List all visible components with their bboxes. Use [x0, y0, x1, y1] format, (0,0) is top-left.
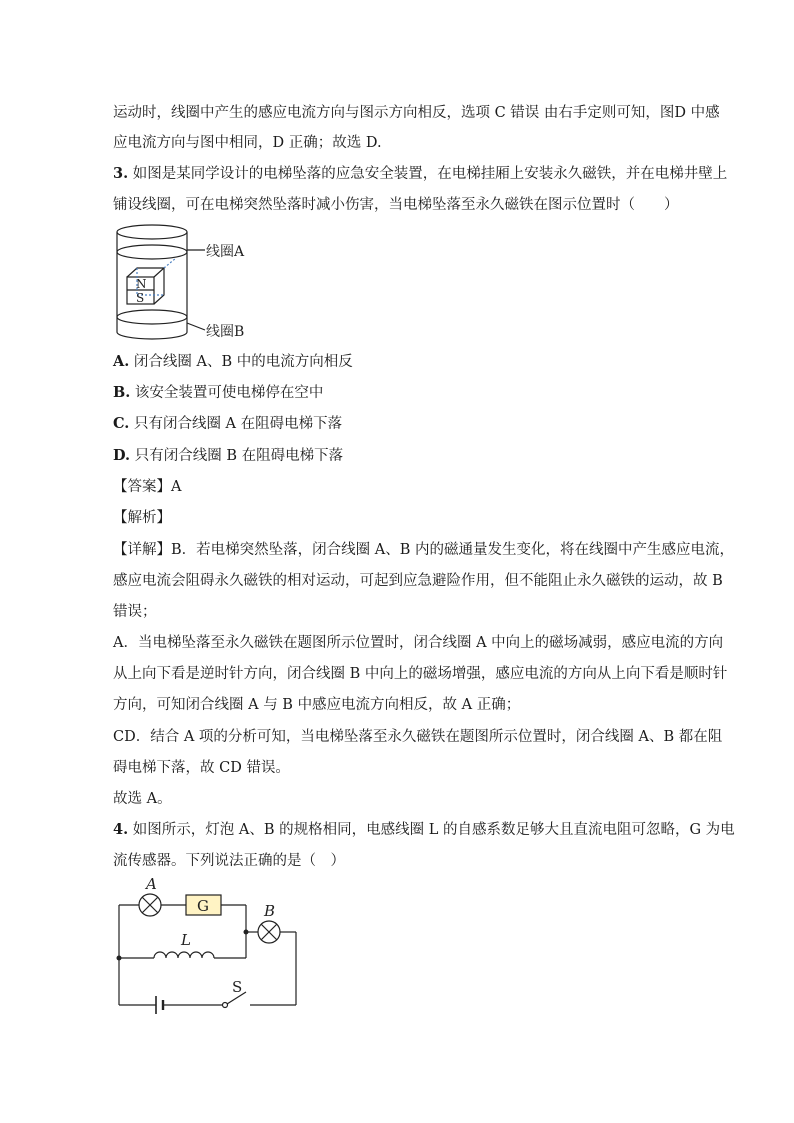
sensor-g-label: G	[197, 897, 209, 915]
option-c	[113, 414, 342, 434]
switch-label: S	[232, 978, 243, 996]
option-a	[113, 352, 353, 372]
coil-a-label: 线圈A	[206, 244, 245, 260]
option-b-key: B.	[113, 384, 131, 401]
detail-line-7: CD．结合 A 项的分析可知，当电梯坠落至永久磁铁在题图所示位置时，闭合线圈 A、B 都在阻	[113, 729, 723, 745]
detail-line-4: A．当电梯坠落至永久磁铁在题图所示位置时，闭合线圈 A 中向上的磁场减弱，感应电流的方向	[113, 635, 724, 651]
option-a-text: 闭合线圈 A、B 中的电流方向相反	[129, 354, 353, 370]
question-3-line-2: 铺设线圈，可在电梯突然坠落时减小伤害，当电梯坠落至永久磁铁在图示位置时（ ）	[113, 197, 679, 213]
question-3-number: 3.	[113, 165, 129, 182]
option-d	[113, 446, 343, 466]
question-4-line-1	[113, 820, 735, 840]
figure-circuit	[110, 872, 310, 1017]
question-3-text: 如图是某同学设计的电梯坠落的应急安全装置，在电梯挂厢上安装永久磁铁，并在电梯井壁上	[128, 166, 728, 182]
text-line-2: 应电流方向与图中相同，D 正确；故选 D.	[113, 135, 382, 151]
lamp-a-label: A	[146, 875, 157, 893]
option-c-text: 只有闭合线圈 A 在阻碍电梯下落	[129, 416, 343, 432]
option-b	[113, 383, 323, 403]
option-d-key: D.	[113, 447, 131, 464]
answer-line: 【答案】A	[113, 479, 182, 495]
coil-b-label: 线圈B	[206, 324, 245, 340]
detail-line-2: 感应电流会阻碍永久磁铁的相对运动，可起到应急避险作用，但不能阻止永久磁铁的运动，故 B	[113, 573, 723, 589]
detail-line-3: 错误；	[113, 604, 157, 620]
question-4-number: 4.	[113, 821, 129, 838]
lamp-b-label: B	[264, 902, 276, 920]
coil-b-ellipse	[117, 310, 187, 324]
inductor-coil	[154, 952, 214, 958]
inductor-label: L	[181, 931, 191, 949]
question-3-line-1	[113, 164, 727, 184]
detail-line-6: 方向，可知闭合线圈 A 与 B 中感应电流方向相反，故 A 正确；	[113, 697, 521, 713]
detail-line-8: 碍电梯下落，故 CD 错误。	[113, 760, 290, 776]
text-line-1: 运动时，线圈中产生的感应电流方向与图示方向相反，选项 C 错误 由右手定则可知，图D 中感	[113, 105, 720, 121]
question-4-text: 如图所示，灯泡 A、B 的规格相同，电感线圈 L 的自感系数足够大且直流电阻可忽略，G 为电	[128, 822, 735, 838]
analysis-heading: 【解析】	[113, 510, 171, 526]
detail-line-1: 【详解】B．若电梯突然坠落，闭合线圈 A、B 内的磁通量发生变化，将在线圈中产生感应电流，	[113, 542, 734, 558]
coil-a-ellipse	[117, 225, 187, 239]
option-d-text: 只有闭合线圈 B 在阻碍电梯下落	[130, 448, 344, 464]
magnet-s-label: S	[136, 291, 145, 305]
option-c-key: C.	[113, 415, 130, 432]
magnet-n-label: N	[136, 277, 147, 291]
question-4-line-2: 流传感器。下列说法正确的是（ ）	[113, 853, 345, 869]
detail-line-9: 故选 A。	[113, 791, 172, 807]
option-b-text: 该安全装置可使电梯停在空中	[130, 385, 324, 401]
option-a-key: A.	[113, 353, 130, 370]
figure-elevator-coils	[110, 220, 310, 345]
detail-line-5: 从上向下看是逆时针方向，闭合线圈 B 中向上的磁场增强，感应电流的方向从上向下看是顺时针	[113, 666, 728, 682]
